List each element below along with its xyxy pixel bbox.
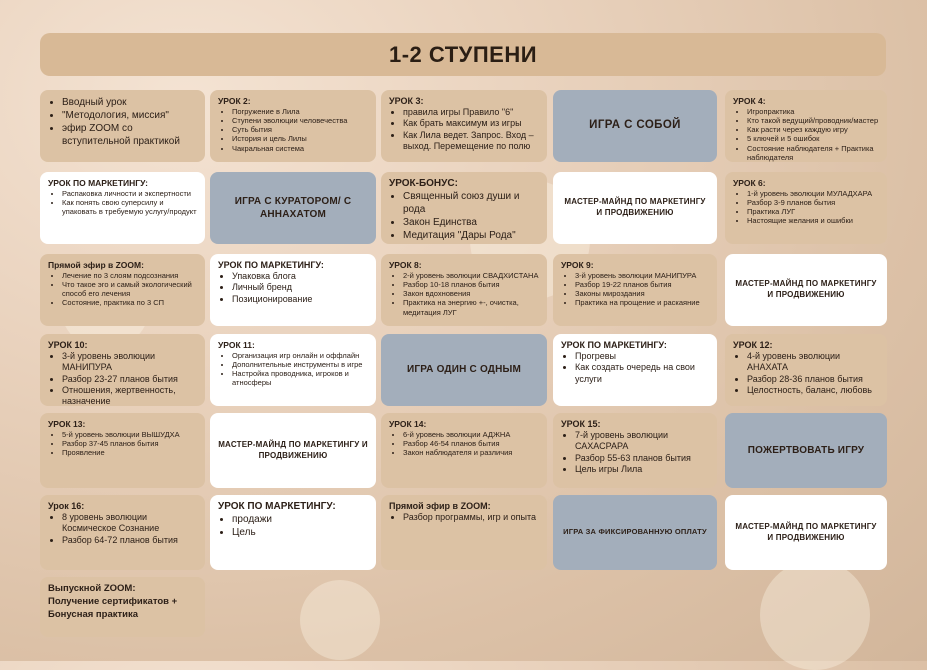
card-label: ПОЖЕРТВОВАТЬ ИГРУ — [747, 444, 865, 456]
program-card-r2c3 — [381, 172, 547, 244]
list-item: • Целостность, баланс, любовь — [747, 385, 879, 396]
program-card-r6c3 — [381, 495, 547, 570]
list-item: • Как расти через каждую игру — [747, 125, 879, 134]
program-card-r2c4 — [553, 172, 717, 244]
card-line: Получение сертификатов + Бонусная практика — [48, 595, 178, 620]
list-item: • Личный бренд — [232, 282, 368, 293]
program-card-r6c5 — [725, 495, 887, 570]
list-item: • Закон Единства — [403, 216, 539, 229]
list-item: • Разбор 55-63 планов бытия — [575, 453, 709, 464]
program-card-r3c3 — [381, 254, 547, 326]
list-item: • Как создать очередь на свои услуги — [575, 362, 709, 385]
program-card-r1c2 — [210, 90, 376, 162]
page-title: 1-2 СТУПЕНИ — [40, 33, 886, 76]
card-line: Выпускной ZOOM: — [48, 583, 136, 594]
card-list — [218, 107, 368, 153]
list-item: • Проявление — [62, 448, 197, 457]
list-item: • Практика на энергию +-, очистка, медитация ЛУГ — [403, 298, 539, 316]
list-item: • 5 ключей и 5 ошибок — [747, 134, 879, 143]
list-item: • 3-й уровень эволюции МАНИПУРА — [575, 271, 709, 280]
card-list — [389, 190, 539, 242]
card-title: УРОК 2: — [218, 96, 251, 106]
list-item: • Позиционирование — [232, 294, 368, 305]
card-list — [389, 271, 539, 317]
list-item: • Разбор 28-36 планов бытия — [747, 374, 879, 385]
list-item: • Ступени эволюции человечества — [232, 116, 368, 125]
program-card-r4c1 — [40, 334, 205, 406]
program-card-r3c2 — [210, 254, 376, 326]
card-title: УРОК ПО МАРКЕТИНГУ: — [218, 501, 336, 512]
list-item: • Как брать максимум из игры — [403, 118, 539, 129]
bokeh-light — [760, 560, 870, 670]
list-item: • Состояние, практика по 3 СП — [62, 298, 197, 307]
card-title: УРОК ПО МАРКЕТИНГУ: — [48, 178, 148, 188]
program-card-r4c2 — [210, 334, 376, 406]
list-item: • Медитация "Дары Рода" — [403, 229, 539, 242]
list-item: • Как Лила ведет. Запрос. Вход – выход. Перемещение по полю — [403, 130, 539, 153]
program-card-r3c4 — [553, 254, 717, 326]
list-item: • Разбор 46-54 планов бытия — [403, 439, 539, 448]
card-label: ИГРА С СОБОЙ — [589, 119, 681, 132]
card-label: МАСТЕР-МАЙНД ПО МАРКЕТИНГУ И ПРОДВИЖЕНИЮ — [735, 521, 877, 542]
program-card-r5c1 — [40, 413, 205, 488]
list-item: • Лечение по 3 слоям подсознания — [62, 271, 197, 280]
list-item: • продажи — [232, 513, 368, 526]
list-item: • Состояние наблюдателя + Практика наблюдателя — [747, 144, 879, 162]
program-card-r5c5 — [725, 413, 887, 488]
card-list — [389, 107, 539, 152]
program-card-r1c5 — [725, 90, 887, 162]
list-item: • Дополнительные инструменты в игре — [232, 360, 368, 369]
card-list — [48, 271, 197, 308]
list-item: • Практика ЛУГ — [747, 207, 879, 216]
list-item: • 3-й уровень эволюции МАНИПУРА — [62, 351, 197, 374]
list-item: • Вводный урок — [62, 96, 197, 109]
card-list — [48, 96, 197, 148]
card-list — [48, 189, 197, 216]
program-card-r5c3 — [381, 413, 547, 488]
list-item: • Как понять свою суперсилу и упаковать в требуемую услугу/продукт — [62, 198, 197, 216]
list-item: • правила игры Правило "6" — [403, 107, 539, 118]
card-title: УРОК 15: — [561, 419, 601, 429]
card-list — [561, 430, 709, 475]
program-card-r3c5 — [725, 254, 887, 326]
card-label: МАСТЕР-МАЙНД ПО МАРКЕТИНГУ И ПРОДВИЖЕНИЮ — [564, 197, 706, 217]
list-item: • Разбор программы, игр и опыта — [403, 512, 539, 523]
card-list — [48, 512, 197, 546]
card-label: МАСТЕР-МАЙНД ПО МАРКЕТИНГУ И ПРОДВИЖЕНИЮ — [735, 279, 877, 299]
card-list — [389, 430, 539, 457]
card-title: УРОК 11: — [218, 340, 255, 350]
list-item: • Разбор 23-27 планов бытия — [62, 374, 197, 385]
program-card-r7c1 — [40, 577, 205, 637]
list-item: • Игропрактика — [747, 107, 879, 116]
card-list — [48, 430, 197, 457]
program-card-r3c1 — [40, 254, 205, 326]
program-card-r1c4 — [553, 90, 717, 162]
program-card-r4c3 — [381, 334, 547, 406]
bokeh-light — [300, 580, 380, 660]
program-card-r2c2 — [210, 172, 376, 244]
card-label: ИГРА ЗА ФИКСИРОВАННУЮ ОПЛАТУ — [563, 527, 707, 537]
list-item: • Что такое эго и самый экологический способ его лечения — [62, 280, 197, 298]
card-list — [733, 189, 879, 226]
list-item: • 8 уровень эволюции Космическое Сознание — [62, 512, 197, 535]
list-item: • 4-й уровень эволюции АНАХАТА — [747, 351, 879, 374]
list-item: • Настоящие желания и ошибки — [747, 216, 879, 225]
card-label: МАСТЕР-МАЙНД ПО МАРКЕТИНГУ И ПРОДВИЖЕНИЮ — [218, 439, 368, 460]
list-item: • Упаковка блога — [232, 271, 368, 282]
card-list — [389, 512, 539, 523]
list-item: • История и цель Лилы — [232, 134, 368, 143]
list-item: • Разбор 19-22 планов бытия — [575, 280, 709, 289]
program-card-r4c4 — [553, 334, 717, 406]
card-title: УРОК 9: — [561, 260, 594, 270]
list-item: • Закон наблюдателя и различия — [403, 448, 539, 457]
list-item: • 1-й уровень эволюции МУЛАДХАРА — [747, 189, 879, 198]
list-item: • 7-й уровень эволюции САХАСРАРА — [575, 430, 709, 453]
card-title: УРОК 3: — [389, 96, 424, 106]
card-title: Прямой эфир в ZOOM: — [389, 501, 491, 511]
list-item: • Разбор 37-45 планов бытия — [62, 439, 197, 448]
card-list — [218, 513, 368, 539]
card-label: ИГРА ОДИН С ОДНЫМ — [406, 364, 522, 376]
list-item: • 6-й уровень эволюции АДЖНА — [403, 430, 539, 439]
program-card-r5c2 — [210, 413, 376, 488]
card-title: УРОК ПО МАРКЕТИНГУ: — [561, 340, 667, 350]
list-item: • Разбор 10-18 планов бытия — [403, 280, 539, 289]
program-card-r4c5 — [725, 334, 887, 406]
card-title: УРОК 4: — [733, 96, 766, 106]
program-card-r5c4 — [553, 413, 717, 488]
program-card-r2c1 — [40, 172, 205, 244]
program-card-r6c4 — [553, 495, 717, 570]
card-list — [561, 351, 709, 385]
list-item: • Отношения, жертвенность, назначение — [62, 385, 197, 406]
card-list — [733, 107, 879, 162]
list-item: • Практика на прощение и раскаяние — [575, 298, 709, 307]
card-label: ИГРА С КУРАТОРОМ/ С АННАХАТОМ — [234, 195, 352, 220]
program-card-r6c1 — [40, 495, 205, 570]
list-item: • "Методология, миссия" — [62, 109, 197, 122]
card-list — [218, 271, 368, 305]
card-title: УРОК 14: — [389, 419, 427, 429]
list-item: • Закон вдохновения — [403, 289, 539, 298]
list-item: • Настройка проводника, игроков и атносферы — [232, 369, 368, 387]
list-item: • Разбор 3-9 планов бытия — [747, 198, 879, 207]
list-item: • 2-й уровень эволюции СВАДХИСТАНА — [403, 271, 539, 280]
card-title: УРОК-БОНУС: — [389, 178, 458, 189]
program-card-r1c1 — [40, 90, 205, 162]
list-item: • Организация игр онлайн и оффлайн — [232, 351, 368, 360]
card-title: УРОК 13: — [48, 419, 86, 429]
card-list — [561, 271, 709, 308]
card-list — [48, 351, 197, 406]
list-item: • Погружение в Лила — [232, 107, 368, 116]
list-item: • Прогревы — [575, 351, 709, 362]
list-item: • Цель — [232, 526, 368, 539]
card-title: УРОК 12: — [733, 340, 773, 350]
list-item: • Суть бытия — [232, 125, 368, 134]
card-title: УРОК 10: — [48, 340, 88, 350]
card-list — [733, 351, 879, 396]
card-title: Урок 16: — [48, 501, 85, 511]
card-title: УРОК ПО МАРКЕТИНГУ: — [218, 260, 324, 270]
program-card-r1c3 — [381, 90, 547, 162]
card-list — [218, 351, 368, 388]
card-title: Прямой эфир в ZOOM: — [48, 260, 144, 270]
program-card-r2c5 — [725, 172, 887, 244]
list-item: • Распаковка личности и экспертности — [62, 189, 197, 198]
list-item: • Разбор 64-72 планов бытия — [62, 535, 197, 546]
list-item: • Цель игры Лила — [575, 464, 709, 475]
list-item: • 5-й уровень эволюции ВЫШУДХА — [62, 430, 197, 439]
list-item: • эфир ZOOM со вступительной практикой — [62, 122, 197, 148]
list-item: • Священный союз души и рода — [403, 190, 539, 216]
card-title: УРОК 8: — [389, 260, 422, 270]
list-item: • Кто такой ведущий/проводник/мастер — [747, 116, 879, 125]
list-item: • Чакральная система — [232, 144, 368, 153]
program-card-r6c2 — [210, 495, 376, 570]
card-title: УРОК 6: — [733, 178, 766, 188]
list-item: • Законы мироздания — [575, 289, 709, 298]
